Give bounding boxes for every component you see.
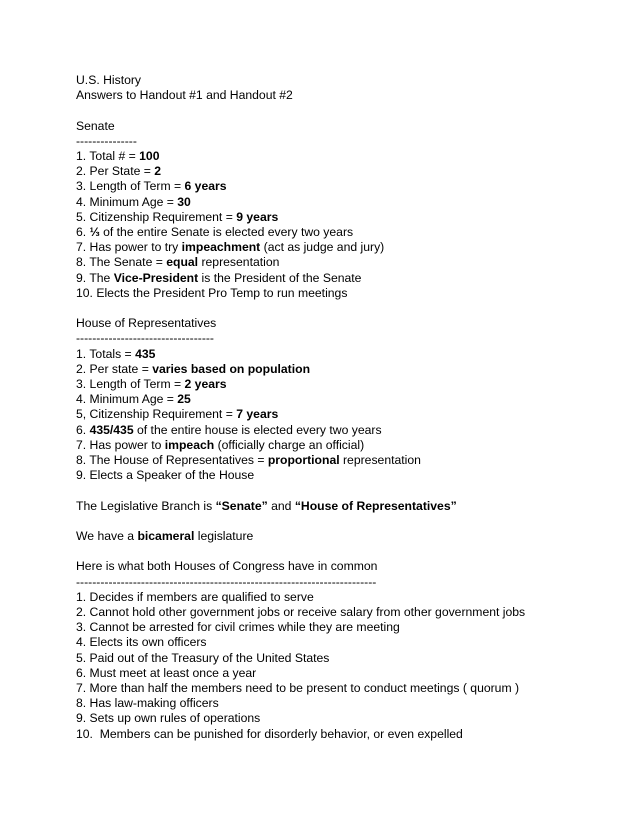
statement-text: We have a	[76, 529, 138, 544]
list-item-bold: 9 years	[236, 209, 279, 224]
list-item-text: 4. Minimum Age =	[76, 392, 178, 407]
list-item-text: (act as judge and jury)	[260, 240, 385, 255]
list-item-bold: ⅓	[89, 225, 100, 240]
list-item-bold: 435	[135, 346, 156, 361]
house-list	[76, 347, 616, 484]
bicameral-statement	[76, 529, 616, 544]
list-item	[76, 240, 616, 255]
statement-text: legislature	[194, 529, 254, 544]
spacer	[76, 483, 616, 498]
list-item: 3. Cannot be arrested for civil crimes while they are meeting	[76, 620, 400, 635]
list-item	[76, 453, 616, 468]
list-item	[76, 377, 616, 392]
list-item-text: 9. Elects a Speaker of the House	[76, 468, 255, 483]
list-item-text: 10. Elects the President Pro Temp to run meetings	[76, 285, 348, 300]
statement-text: and	[267, 498, 295, 513]
list-item	[76, 149, 616, 164]
list-item-text: 2. Per state =	[76, 361, 153, 376]
list-item-bold: proportional	[267, 453, 340, 468]
list-item: 10. Members can be punished for disorderly behavior, or even expelled	[76, 726, 463, 741]
list-item	[76, 255, 616, 270]
list-item-text: of the entire Senate is elected every two years	[99, 225, 354, 240]
list-item	[76, 179, 616, 194]
list-item-text: 3. Length of Term =	[76, 179, 185, 194]
list-item-text: 9. The	[76, 270, 114, 285]
list-item-text: 1. Totals =	[76, 346, 136, 361]
list-item: 7. More than half the members need to be present to conduct meetings ( quorum )	[76, 681, 520, 696]
list-item	[76, 164, 616, 179]
list-item-text: 5. Citizenship Requirement =	[76, 209, 237, 224]
house-divider: ----------------------------------	[76, 331, 214, 346]
list-item	[76, 407, 616, 422]
list-item	[76, 423, 616, 438]
common-heading: Here is what both Houses of Congress have in common	[76, 559, 378, 574]
list-item-bold: impeachment	[181, 240, 261, 255]
list-item: 8. Has law-making officers	[76, 696, 219, 711]
spacer	[76, 514, 616, 529]
list-item-text: 4. Minimum Age =	[76, 194, 178, 209]
list-item-text: 7. Has power to	[76, 437, 165, 452]
list-item: 4. Elects its own officers	[76, 635, 207, 650]
list-item	[76, 438, 616, 453]
list-item-text: (officially charge an official)	[214, 437, 365, 452]
list-item-text: 6.	[76, 422, 90, 437]
spacer	[76, 103, 616, 118]
statement-bold-senate: “Senate”	[215, 498, 268, 513]
senate-divider: ---------------	[76, 133, 137, 148]
list-item: 6. Must meet at least once a year	[76, 665, 257, 680]
list-item-text: 8. The House of Representatives =	[76, 453, 268, 468]
list-item-bold: 6 years	[184, 179, 227, 194]
list-item	[76, 286, 616, 301]
list-item-bold: 2 years	[184, 377, 227, 392]
list-item	[76, 347, 616, 362]
list-item-text: is the President of the Senate	[198, 270, 362, 285]
document-page	[76, 73, 616, 742]
list-item	[76, 468, 616, 483]
senate-heading: Senate	[76, 118, 115, 133]
list-item: 9. Sets up own rules of operations	[76, 711, 261, 726]
list-item	[76, 271, 616, 286]
list-item-text: 6.	[76, 225, 90, 240]
list-item-bold: varies based on population	[152, 361, 311, 376]
list-item-text: 5, Citizenship Requirement =	[76, 407, 237, 422]
list-item-bold: 25	[177, 392, 191, 407]
course-title: U.S. History	[76, 73, 142, 87]
list-item-text: representation	[339, 453, 421, 468]
list-item-text: of the entire house is elected every two years	[133, 422, 382, 437]
list-item-text: representation	[198, 255, 280, 270]
list-item-text: 2. Per State =	[76, 164, 155, 179]
list-item-bold: 7 years	[236, 407, 279, 422]
list-item-bold: equal	[166, 255, 199, 270]
statement-bold-bicameral: bicameral	[137, 529, 195, 544]
statement-bold-house: “House of Representatives”	[294, 498, 457, 513]
list-item-bold: impeach	[164, 437, 215, 452]
list-item-bold: Vice-President	[113, 270, 199, 285]
list-item	[76, 210, 616, 225]
list-item-text: 8. The Senate =	[76, 255, 167, 270]
list-item: 5. Paid out of the Treasury of the United States	[76, 650, 330, 665]
list-item	[76, 392, 616, 407]
list-item	[76, 362, 616, 377]
spacer	[76, 301, 616, 316]
list-item-text: 3. Length of Term =	[76, 377, 185, 392]
list-item-text: 7. Has power to try	[76, 240, 182, 255]
spacer	[76, 544, 616, 559]
common-divider: --------------------------------------------------------------------------	[76, 574, 377, 589]
list-item: 2. Cannot hold other government jobs or receive salary from other government jobs	[76, 605, 526, 620]
document-subtitle: Answers to Handout #1 and Handout #2	[76, 88, 293, 103]
list-item-text: 1. Total # =	[76, 149, 140, 163]
list-item-bold: 2	[154, 164, 162, 179]
common-list	[76, 590, 616, 742]
list-item-bold: 30	[177, 194, 191, 209]
senate-list	[76, 149, 616, 301]
house-heading: House of Representatives	[76, 316, 217, 331]
list-item-bold: 435/435	[89, 422, 134, 437]
list-item	[76, 195, 616, 210]
list-item	[76, 225, 616, 240]
list-item: 1. Decides if members are qualified to serve	[76, 589, 314, 604]
list-item-bold: 100	[139, 149, 160, 163]
statement-text: The Legislative Branch is	[76, 498, 216, 513]
legislative-branch-statement	[76, 499, 616, 514]
